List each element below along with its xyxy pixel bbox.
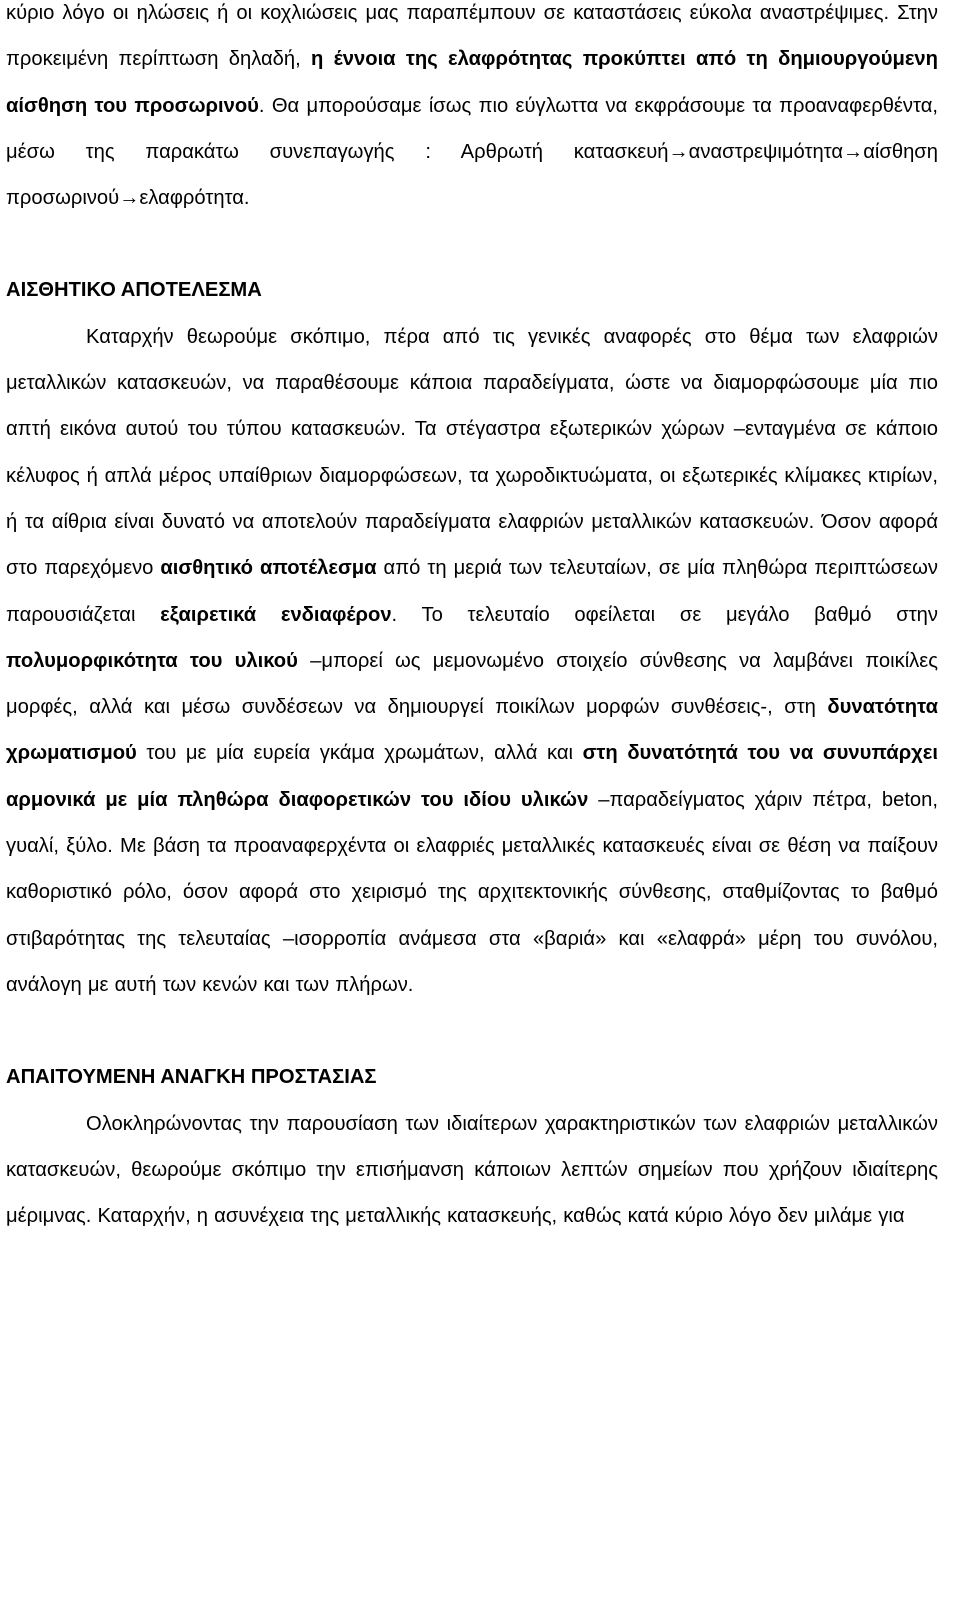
emphasized-text: η έννοια της ελαφρότητας προκύπτει από τη δημιουργούμενη αίσθηση του προσωρινού <box>6 48 938 117</box>
body-text: –μπορεί ως μεμονωμένο στοιχείο σύνθεσης να λαμβάνει ποικίλες μορφές, αλλά και μέσω συνδέσεων να δημιουργεί ποικίλων μορφών συνθέσεις-, στη <box>6 649 938 719</box>
aesthetic-paragraph <box>6 314 938 1008</box>
section-heading-aesthetic: ΑΙΣΘΗΤΙΚΟ ΑΠΟΤΕΛΕΣΜΑ <box>6 279 262 302</box>
body-text: του με μία ευρεία γκάμα χρωμάτων, αλλά και <box>136 742 583 765</box>
body-text: . Θα μπορούσαμε ίσως πιο εύγλωττα να εκφράσουμε τα προαναφερθέντα, μέσω της παρακάτω συνεπαγωγής : Αρθρωτή κατασκευή→αναστρεψιμότητα→αίσθηση προσωρινού→ελαφρότητα. <box>6 94 938 210</box>
protection-paragraph <box>6 1101 938 1240</box>
intro-paragraph <box>6 0 938 221</box>
emphasized-text: εξαιρετικά ενδιαφέρον <box>160 603 392 626</box>
emphasized-text: δυνατότητα χρωματισμού <box>6 696 938 765</box>
body-text: Ολοκληρώνοντας την παρουσίαση των ιδιαίτερων χαρακτηριστικών των ελαφριών μεταλλικών κατασκευών, θεωρούμε σκόπιμο την επισήμανση κάποιων λεπτών σημείων που χρήζουν ιδιαίτερης μέριμνας. Καταρχήν, η ασυνέχεια της μεταλλικής κατασκευής, καθώς κατά κύριο λόγο δεν μιλάμε για <box>6 1112 938 1228</box>
body-text: . Το τελευταίο οφείλεται σε μεγάλο βαθμό στην <box>391 603 938 626</box>
emphasized-text: πολυμορφικότητα του υλικού <box>6 649 298 672</box>
body-text: κύριο λόγο οι ηλώσεις ή οι κοχλιώσεις μας παραπέμπουν σε καταστάσεις εύκολα αναστρέψιμες. Στην προκειμένη περίπτωση δηλαδή, <box>6 2 938 71</box>
document-page <box>6 0 938 1239</box>
body-text: από τη μεριά των τελευταίων, σε μία πληθώρα περιπτώσεων παρουσιάζεται <box>6 557 938 626</box>
emphasized-text: αισθητικό αποτέλεσμα <box>160 557 377 580</box>
section-heading-protection: ΑΠΑΙΤΟΥΜΕΝΗ ΑΝΑΓΚΗ ΠΡΟΣΤΑΣΙΑΣ <box>6 1066 377 1089</box>
emphasized-text: στη δυνατότητά του να συνυπάρχει αρμονικά με μία πληθώρα διαφορετικών του ιδίου υλικών <box>6 742 938 811</box>
body-text: –παραδείγματος χάριν πέτρα, beton, γυαλί, ξύλο. Με βάση τα προαναφερχέντα οι ελαφριές μεταλλικές κατασκευές είναι σε θέση να παίξουν καθοριστικό ρόλο, όσον αφορά στο χειρισμό της αρχιτεκτονικής σύνθεσης, σταθμίζοντας το βαθμό στιβαρότητας της τελευταίας –ισορροπία ανάμεσα στα «βαριά» και «ελαφρά» μέρη του συνόλου, ανάλογη με αυτή των κενών και των πλήρων. <box>6 788 938 996</box>
body-text: Καταρχήν θεωρούμε σκόπιμο, πέρα από τις γενικές αναφορές στο θέμα των ελαφριών μεταλλικών κατασκευών, να παραθέσουμε κάποια παραδείγματα, ώστε να διαμορφώσουμε μία πιο απτή εικόνα αυτού του τύπου κατασκευών. Τα στέγαστρα εξωτερικών χώρων –ενταγμένα σε κάποιο κέλυφος ή απλά μέρος υπαίθριων διαμορφώσεων, τα χωροδικτυώματα, οι εξωτερικές κλίμακες κτιρίων, ή τα αίθρια είναι δυνατό να αποτελούν παραδείγματα ελαφριών μεταλλικών κατασκευών. Όσον αφορά στο παρεχόμενο <box>6 325 938 580</box>
